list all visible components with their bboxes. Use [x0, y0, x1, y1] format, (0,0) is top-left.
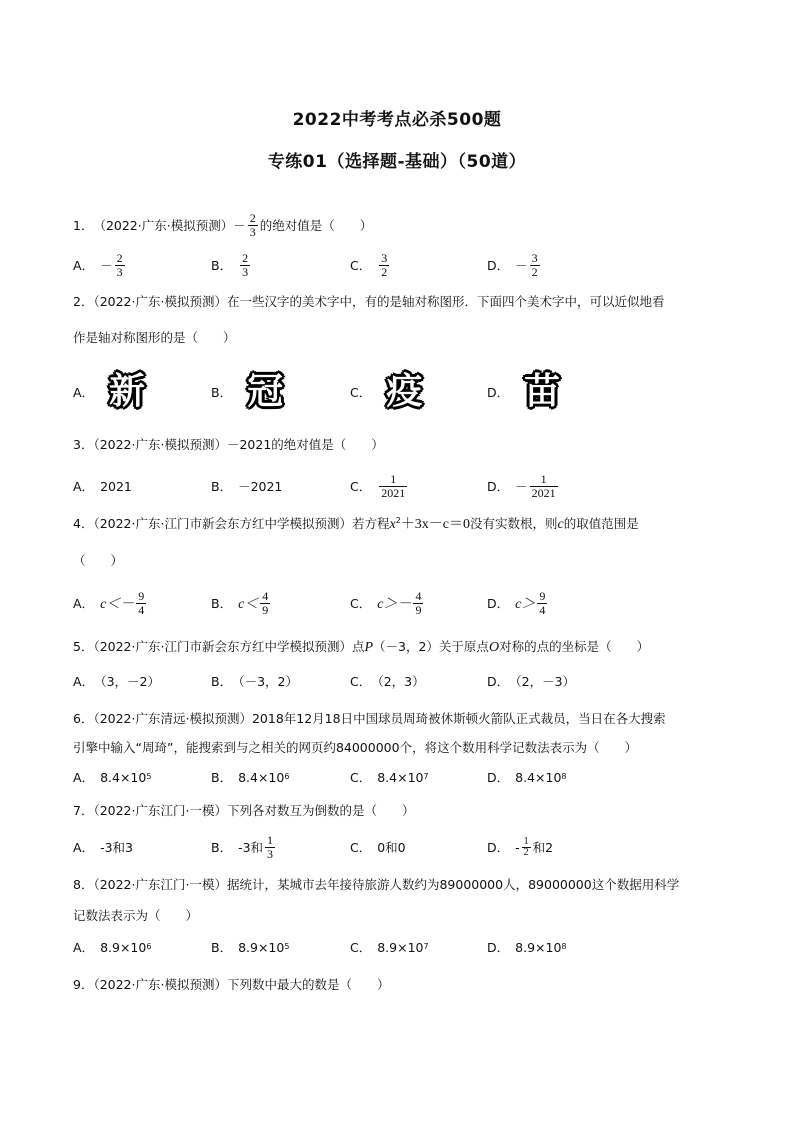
fraction-numerator: 1: [523, 835, 529, 847]
equation-exponent: 2: [395, 515, 401, 525]
option-d[interactable]: [487, 666, 575, 696]
fraction-numerator: 1: [540, 471, 547, 486]
fraction-numerator: 2: [116, 250, 123, 265]
option-label: A．: [73, 940, 95, 955]
option-label: A．: [73, 840, 95, 855]
option-a[interactable]: [73, 248, 127, 282]
option-label: D．: [487, 385, 510, 400]
question-5-prefix: 5．（2022·广东·江门市新会东方红中学模拟预测）点: [73, 639, 365, 654]
question-1-options: [73, 248, 733, 282]
option-b[interactable]: [211, 666, 298, 696]
question-2-options: [73, 368, 733, 416]
fraction-denominator: 3: [242, 264, 249, 279]
fraction-denominator: 2: [531, 264, 538, 279]
option-label: B．: [211, 770, 233, 785]
question-4-middle: 没有实数根，则: [470, 516, 558, 531]
fraction-denominator: 9: [262, 602, 269, 617]
question-2-line-2: 作是轴对称图形的是（ ）: [73, 330, 236, 345]
fraction-numerator: 3: [381, 250, 388, 265]
option-label: A．: [73, 770, 95, 785]
option-value: －2021: [238, 479, 283, 494]
option-value: （－3，2）: [232, 674, 298, 689]
fraction-denominator: 3: [249, 224, 256, 239]
fraction-numerator: 2: [242, 250, 249, 265]
option-label: D．: [487, 479, 510, 494]
question-5: [73, 635, 723, 659]
art-character-text: 冠: [247, 371, 284, 412]
fraction-numerator: 1: [267, 832, 274, 847]
question-6-line-1: 6．（2022·广东清远·模拟预测）2018年12月18日中国球员周琦被休斯顿火箭队正式裁员，当日在各大搜索: [73, 711, 666, 726]
art-character-guan: [242, 371, 288, 413]
option-label: B．: [211, 840, 233, 855]
option-label: A．: [73, 258, 95, 273]
page-title: 2022中考考点必杀500题: [292, 110, 502, 130]
option-fraction: [115, 252, 125, 279]
option-label: C．: [350, 479, 372, 494]
option-value: （2，－3）: [509, 674, 576, 689]
option-label: B．: [211, 596, 233, 611]
option-b[interactable]: [211, 586, 272, 620]
option-b[interactable]: B． 8.4×10 6: [211, 769, 290, 785]
option-a[interactable]: A． 8.4×10 5: [73, 769, 152, 785]
fraction-numerator: 9: [138, 588, 145, 603]
option-a[interactable]: A． 8.9×10 6: [73, 939, 152, 955]
option-c[interactable]: [350, 830, 406, 864]
option-sign: -: [515, 839, 520, 855]
page-subtitle: 专练01（选择题-基础）（50道）: [267, 152, 527, 172]
question-1-number: 1．: [73, 217, 94, 233]
option-fraction: [530, 473, 558, 500]
fraction-numerator: 4: [415, 588, 422, 603]
option-d[interactable]: [487, 368, 565, 416]
option-label: A．: [73, 385, 95, 400]
option-b[interactable]: B． 8.9×10 5: [211, 939, 290, 955]
option-fraction: [537, 590, 547, 617]
option-c[interactable]: [350, 469, 409, 503]
question-7: 7．（2022·广东江门·一模）下列各对数互为倒数的是（ ）: [73, 803, 415, 818]
fraction-denominator: 2021: [531, 485, 556, 500]
art-character-miao: [519, 371, 565, 413]
option-b[interactable]: [211, 469, 282, 503]
option-label: D．: [487, 258, 510, 273]
question-1-source: （2022·广东·模拟预测）: [93, 217, 234, 233]
question-6-line-2: 引擎中输入“周琦”，能搜索到与之相关的网页约84000000个，将这个数用科学记数法表示为（ ）: [73, 740, 638, 755]
option-fraction: [379, 252, 389, 279]
option-label: D．: [487, 674, 510, 689]
option-b[interactable]: [211, 830, 277, 864]
option-fraction: [522, 837, 531, 858]
option-label: C．: [350, 258, 372, 273]
question-4-suffix: 的取值范围是: [563, 516, 639, 531]
art-character-text: 苗: [524, 371, 561, 412]
option-sign: －: [515, 258, 528, 273]
fraction-denominator: 9: [415, 602, 422, 617]
option-sign: －: [515, 479, 528, 494]
option-label: B．: [211, 479, 233, 494]
option-a[interactable]: [73, 469, 132, 503]
question-4-prefix: 4．（2022·广东·江门市新会东方红中学模拟预测）若方程: [73, 516, 390, 531]
fraction-numerator: 9: [539, 588, 546, 603]
question-9: 9．（2022·广东·模拟预测）下列数中最大的数是（ ）: [73, 977, 390, 992]
option-label: C．: [350, 596, 372, 611]
point-o: O: [488, 640, 500, 655]
question-8-line-1: 8．（2022·广东江门·一模）据统计，某城市去年接待旅游人数约为89000000人，89000000这个数据用科学: [73, 877, 680, 892]
question-7-options: [73, 830, 733, 864]
option-d[interactable]: D． 8.4×10 8: [487, 769, 567, 785]
option-label: B．: [211, 674, 233, 689]
option-fraction: [379, 473, 407, 500]
option-a[interactable]: [73, 368, 150, 416]
option-base: 8.9×10: [238, 939, 285, 955]
option-base: 8.4×10: [238, 769, 285, 785]
option-fraction: [240, 252, 250, 279]
point-p: P: [364, 640, 374, 655]
option-fraction: [413, 590, 423, 617]
option-label: B．: [211, 258, 233, 273]
option-fraction: [260, 590, 270, 617]
option-prefix: -3和: [238, 840, 264, 855]
fraction-denominator: 2021: [381, 485, 406, 500]
fraction-numerator: 3: [531, 250, 538, 265]
option-base: 8.4×10: [515, 769, 562, 785]
option-label: A．: [73, 479, 95, 494]
option-suffix: 和2: [532, 840, 554, 855]
option-expression: c＞: [515, 597, 536, 612]
fraction-numerator: 1: [390, 471, 397, 486]
option-label: D．: [487, 940, 510, 955]
option-d[interactable]: [487, 586, 549, 620]
fraction-denominator: 2: [523, 846, 529, 858]
option-c[interactable]: [350, 586, 425, 620]
option-fraction: [136, 590, 146, 617]
option-d[interactable]: [487, 469, 560, 503]
art-character-text: 新: [109, 371, 146, 412]
option-label: A．: [73, 596, 95, 611]
equation-x: x: [389, 517, 396, 532]
option-base: 8.4×10: [377, 769, 424, 785]
option-value: （3，－2）: [94, 674, 160, 689]
option-label: C．: [350, 840, 372, 855]
variable-c: c: [557, 517, 564, 532]
option-a[interactable]: [73, 666, 160, 696]
option-expression: c＜: [238, 597, 259, 612]
option-base: 8.9×10: [377, 939, 424, 955]
option-label: C．: [350, 770, 372, 785]
option-c[interactable]: C． 8.9×10 7: [350, 939, 429, 955]
question-5-options: [73, 666, 733, 696]
option-base: 8.9×10: [100, 939, 147, 955]
option-label: B．: [211, 385, 233, 400]
art-character-xin: [104, 371, 150, 413]
option-c[interactable]: [350, 248, 391, 282]
option-b[interactable]: [211, 248, 252, 282]
option-expression: c＜－: [100, 597, 135, 612]
question-1: [73, 208, 723, 242]
option-a[interactable]: [73, 830, 133, 864]
option-c[interactable]: C． 8.4×10 7: [350, 769, 429, 785]
option-value: -3和3: [100, 840, 133, 855]
option-value: （2，3）: [371, 674, 425, 689]
option-b[interactable]: [211, 368, 288, 416]
fraction-denominator: 3: [267, 846, 274, 861]
option-d[interactable]: [487, 248, 542, 282]
fraction-numerator: 4: [262, 588, 269, 603]
option-value: 2021: [100, 478, 132, 494]
option-expression: c＞－: [377, 597, 412, 612]
fraction-denominator: 4: [138, 602, 145, 617]
fraction-denominator: 2: [381, 264, 388, 279]
option-value: 0和0: [377, 840, 406, 855]
question-6-options: [73, 762, 733, 792]
option-a[interactable]: [73, 586, 148, 620]
option-label: A．: [73, 674, 95, 689]
option-label: D．: [487, 840, 510, 855]
question-1-tail: 的绝对值是（ ）: [259, 217, 373, 233]
question-5-coordinates: （－3，2）关于原点: [373, 639, 489, 654]
question-4-line-1: [73, 512, 723, 536]
option-d[interactable]: D． 8.9×10 8: [487, 939, 567, 955]
question-2-line-1: 2．（2022·广东·模拟预测）在一些汉字的美术字中，有的是轴对称图形．下面四个美术字中，可以近似地看: [73, 294, 665, 309]
question-3: 3．（2022·广东·模拟预测）－2021的绝对值是（ ）: [73, 437, 384, 452]
fraction-denominator: 4: [539, 602, 546, 617]
option-c[interactable]: [350, 666, 425, 696]
option-label: C．: [350, 385, 372, 400]
option-label: D．: [487, 770, 510, 785]
option-d[interactable]: [487, 830, 553, 864]
question-5-suffix: 对称的点的坐标是（ ）: [499, 639, 650, 654]
option-base: 8.9×10: [515, 939, 562, 955]
option-fraction: [530, 252, 540, 279]
option-sign: －: [100, 258, 113, 273]
fraction-denominator: 3: [116, 264, 123, 279]
art-character-text: 疫: [386, 371, 423, 412]
option-label: D．: [487, 596, 510, 611]
equation-rest: ＋3x－c＝0: [400, 517, 470, 532]
question-8-line-2: 记数法表示为（ ）: [73, 908, 199, 923]
option-label: C．: [350, 940, 372, 955]
option-label: B．: [211, 940, 233, 955]
question-4-line-2: （ ）: [73, 553, 124, 568]
question-1-fraction: [248, 212, 258, 239]
option-fraction: [265, 834, 275, 861]
option-label: C．: [350, 674, 372, 689]
option-c[interactable]: [350, 368, 427, 416]
option-base: 8.4×10: [100, 769, 147, 785]
question-8-options: [73, 932, 733, 962]
question-1-neg: －: [233, 217, 246, 233]
fraction-numerator: 2: [249, 210, 256, 225]
question-3-options: [73, 469, 733, 503]
question-4-options: [73, 586, 733, 620]
art-character-yi: [381, 371, 427, 413]
